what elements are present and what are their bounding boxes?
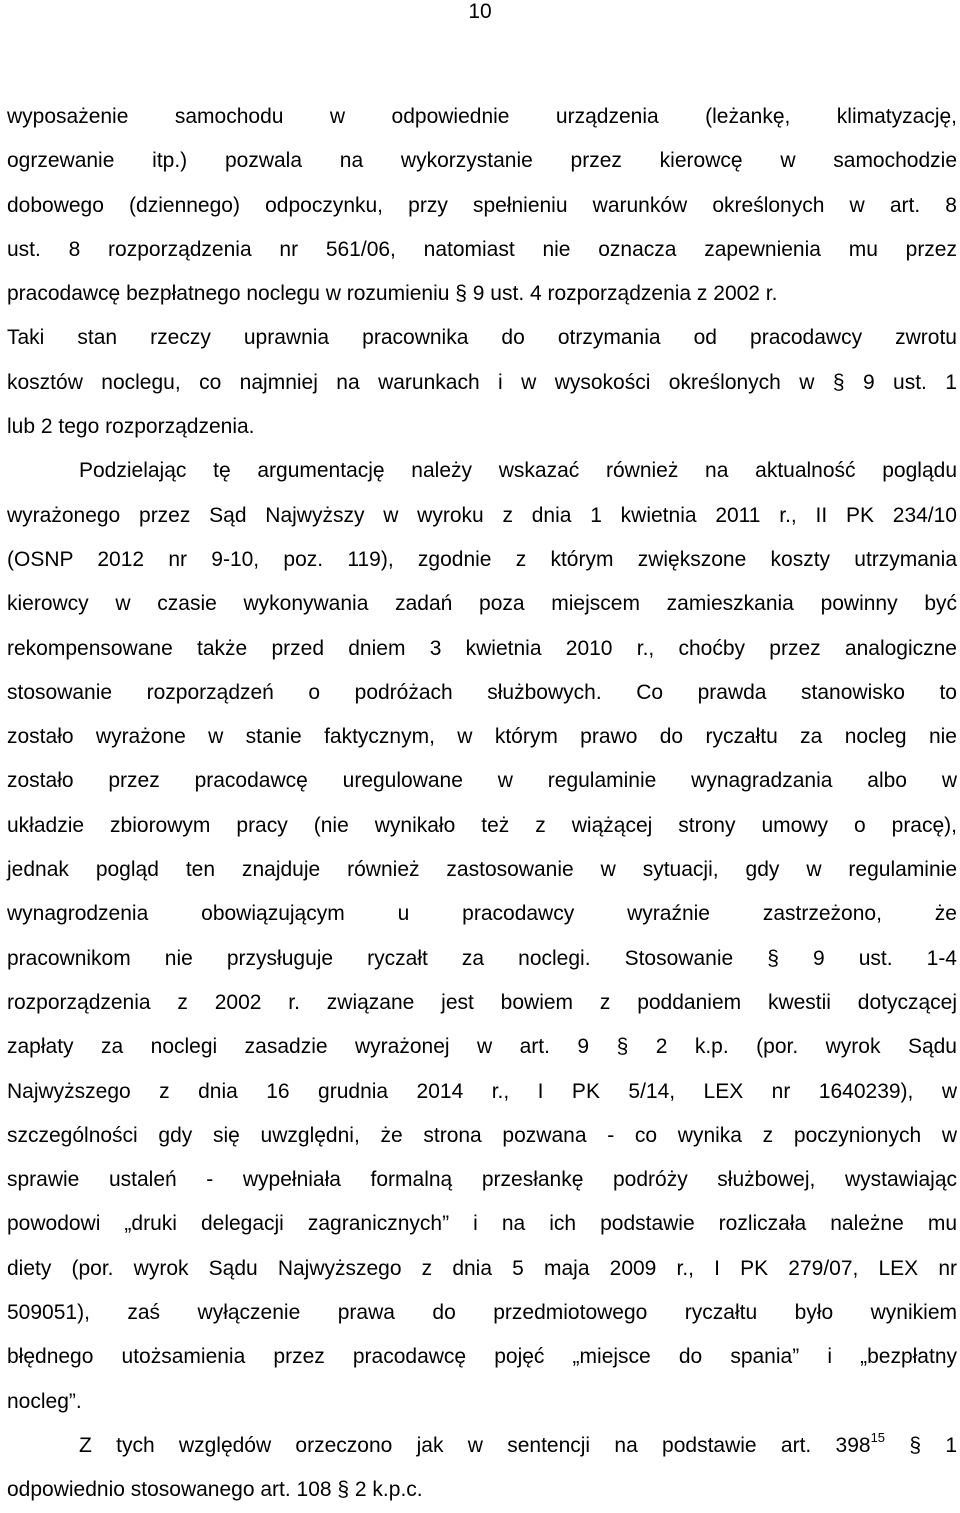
text-line: dobowego (dziennego) odpoczynku, przy spełnieniu warunków określonych w art. 8	[7, 193, 957, 217]
text-line: ogrzewanie itp.) pozwala na wykorzystanie przez kierowcę w samochodzie	[7, 149, 957, 173]
text-line: rozporządzenia z 2002 r. związane jest bowiem z poddaniem kwestii dotyczącej	[7, 990, 957, 1014]
text-line: zostało przez pracodawcę uregulowane w regulaminie wynagradzania albo w	[7, 769, 957, 793]
text-line: pracownikom nie przysługuje ryczałt za noclegi. Stosowanie § 9 ust. 1-4	[7, 946, 957, 970]
closing-line	[7, 1424, 957, 1468]
text-line: ust. 8 rozporządzenia nr 561/06, natomiast nie oznacza zapewnienia mu przez	[7, 237, 957, 261]
text-line: kosztów noclegu, co najmniej na warunkach i w wysokości określonych w § 9 ust. 1	[7, 370, 957, 394]
text-line: lub 2 tego rozporządzenia.	[7, 415, 255, 439]
article-superscript: 15	[870, 1429, 886, 1445]
page-number: 10	[468, 0, 492, 23]
document-body	[7, 95, 957, 1513]
text-line: diety (por. wyrok Sądu Najwyższego z dnia 5 maja 2009 r., I PK 279/07, LEX nr	[7, 1256, 957, 1280]
text-line: wyrażonego przez Sąd Najwyższy w wyroku z dnia 1 kwietnia 2011 r., II PK 234/10	[7, 503, 957, 527]
final-line: odpowiednio stosowanego art. 108 § 2 k.p.c.	[7, 1478, 423, 1502]
text-line: stosowanie rozporządzeń o podróżach służbowych. Co prawda stanowisko to	[7, 680, 957, 704]
text-line: Podzielając tę argumentację należy wskazać również na aktualność poglądu	[79, 459, 957, 483]
text-line: błędnego utożsamienia przez pracodawcę pojęć „miejsce do spania” i „bezpłatny	[7, 1345, 957, 1369]
closing-text-paragraph: § 1	[885, 1433, 957, 1457]
text-line: jednak pogląd ten znajduje również zastosowanie w sytuacji, gdy w regulaminie	[7, 858, 957, 882]
text-line: rekompensowane także przed dniem 3 kwietnia 2010 r., choćby przez analogiczne	[7, 636, 957, 660]
text-line: pracodawcę bezpłatnego noclegu w rozumieniu § 9 ust. 4 rozporządzenia z 2002 r.	[7, 282, 778, 306]
text-line: wynagrodzenia obowiązującym u pracodawcy wyraźnie zastrzeżono, że	[7, 902, 957, 926]
text-line: (OSNP 2012 nr 9-10, poz. 119), zgodnie z którym zwiększone koszty utrzymania	[7, 547, 957, 571]
text-line: szczególności gdy się uwzględni, że strona pozwana - co wynika z poczynionych w	[7, 1123, 957, 1147]
text-line: zapłaty za noclegi zasadzie wyrażonej w art. 9 § 2 k.p. (por. wyrok Sądu	[7, 1035, 957, 1059]
closing-text: Z tych względów orzeczono jak w sentencji na podstawie art. 398	[79, 1433, 871, 1457]
text-line: układzie zbiorowym pracy (nie wynikało też z wiążącej strony umowy o pracę),	[7, 813, 957, 837]
text-line: Taki stan rzeczy uprawnia pracownika do otrzymania od pracodawcy zwrotu	[7, 326, 957, 350]
text-line: Najwyższego z dnia 16 grudnia 2014 r., I PK 5/14, LEX nr 1640239), w	[7, 1079, 957, 1103]
text-line: powodowi „druki delegacji zagranicznych” i na ich podstawie rozliczała należne mu	[7, 1212, 957, 1236]
text-line: sprawie ustaleń - wypełniała formalną przesłankę podróży służbowej, wystawiając	[7, 1168, 957, 1192]
text-line: wyposażenie samochodu w odpowiednie urządzenia (leżankę, klimatyzację,	[7, 105, 957, 128]
text-line: 509051), zaś wyłączenie prawa do przedmiotowego ryczałtu było wynikiem	[7, 1301, 957, 1325]
text-line: zostało wyrażone w stanie faktycznym, w którym prawo do ryczałtu za nocleg nie	[7, 725, 957, 749]
text-line: kierowcy w czasie wykonywania zadań poza miejscem zamieszkania powinny być	[7, 592, 957, 616]
text-line: nocleg”.	[7, 1389, 82, 1413]
